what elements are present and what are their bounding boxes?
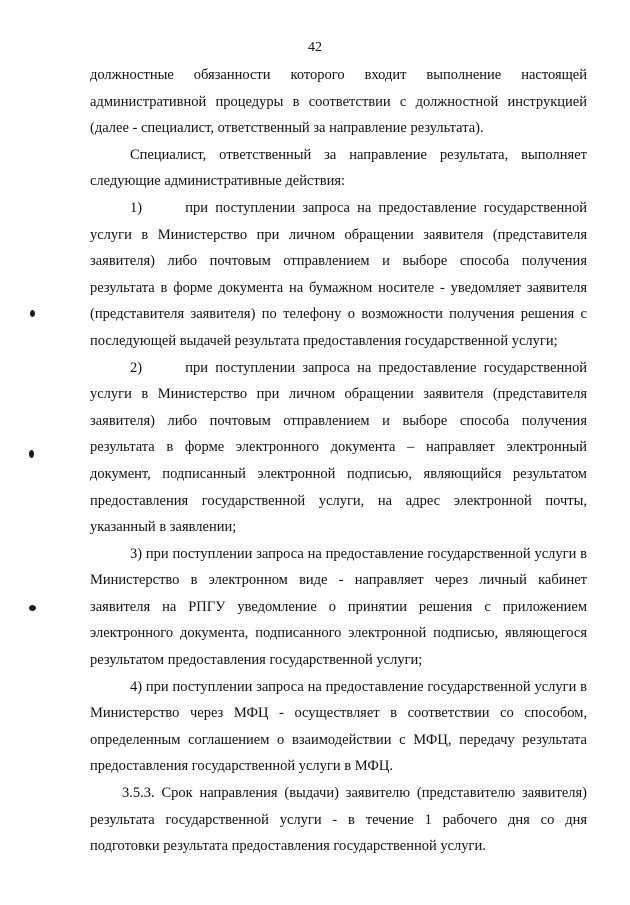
list-item-4: 4) при поступлении запроса на предоставление государственной услуги в Министерство через МФЦ - осуществляет в соответствии со способом, определенным соглашением о взаимодействии с МФЦ, передачу результата предоставления государственной услуги в МФЦ.	[90, 678, 587, 775]
scan-artifact	[29, 450, 34, 458]
paragraph-specialist-actions: Специалист, ответственный за направление результата, выполняет следующие административные действия:	[90, 146, 587, 190]
scan-artifact	[30, 310, 35, 317]
list-item-1: 1) при поступлении запроса на предоставление государственной услуги в Министерство при личном обращении заявителя (представителя заявителя) либо почтовым отправлением и выборе способа получения результата в форме документа на бумажном носителе - уведомляет заявителя (представителя заявителя) по телефону о возможности получения решения с последующей выдачей результата предоставления государственной услуги;	[90, 199, 587, 349]
paragraph-continuation: должностные обязанности которого входит выполнение настоящей административной процедуры в соответствии с должностной инструкцией (далее - специалист, ответственный за направление результата).	[90, 67, 587, 137]
paragraph-3-5-3: 3.5.3. Срок направления (выдачи) заявителю (представителю заявителя) результата государственной услуги - в течение 1 рабочего дня со дня подготовки результата предоставления государственной услуги.	[90, 785, 587, 855]
list-item-2: 2) при поступлении запроса на предоставление государственной услуги в Министерство при личном обращении заявителя (представителя заявителя) либо почтовым отправлением и выборе способа получения результата в форме электронного документа – направляет электронный документ, подписанный электронной подписью, являющийся результатом предоставления государственной услуги, на адрес электронной почты, указанный в заявлении;	[90, 359, 587, 536]
list-item-3: 3) при поступлении запроса на предоставление государственной услуги в Министерство в электронном виде - направляет через личный кабинет заявителя на РПГУ уведомление о принятии решения с приложением электронного документа, подписанного электронной подписью, являющегося результатом предоставления государственной услуги;	[90, 545, 587, 669]
page-number: 42	[308, 40, 322, 55]
scan-artifact	[29, 605, 36, 611]
document-body	[90, 62, 587, 860]
